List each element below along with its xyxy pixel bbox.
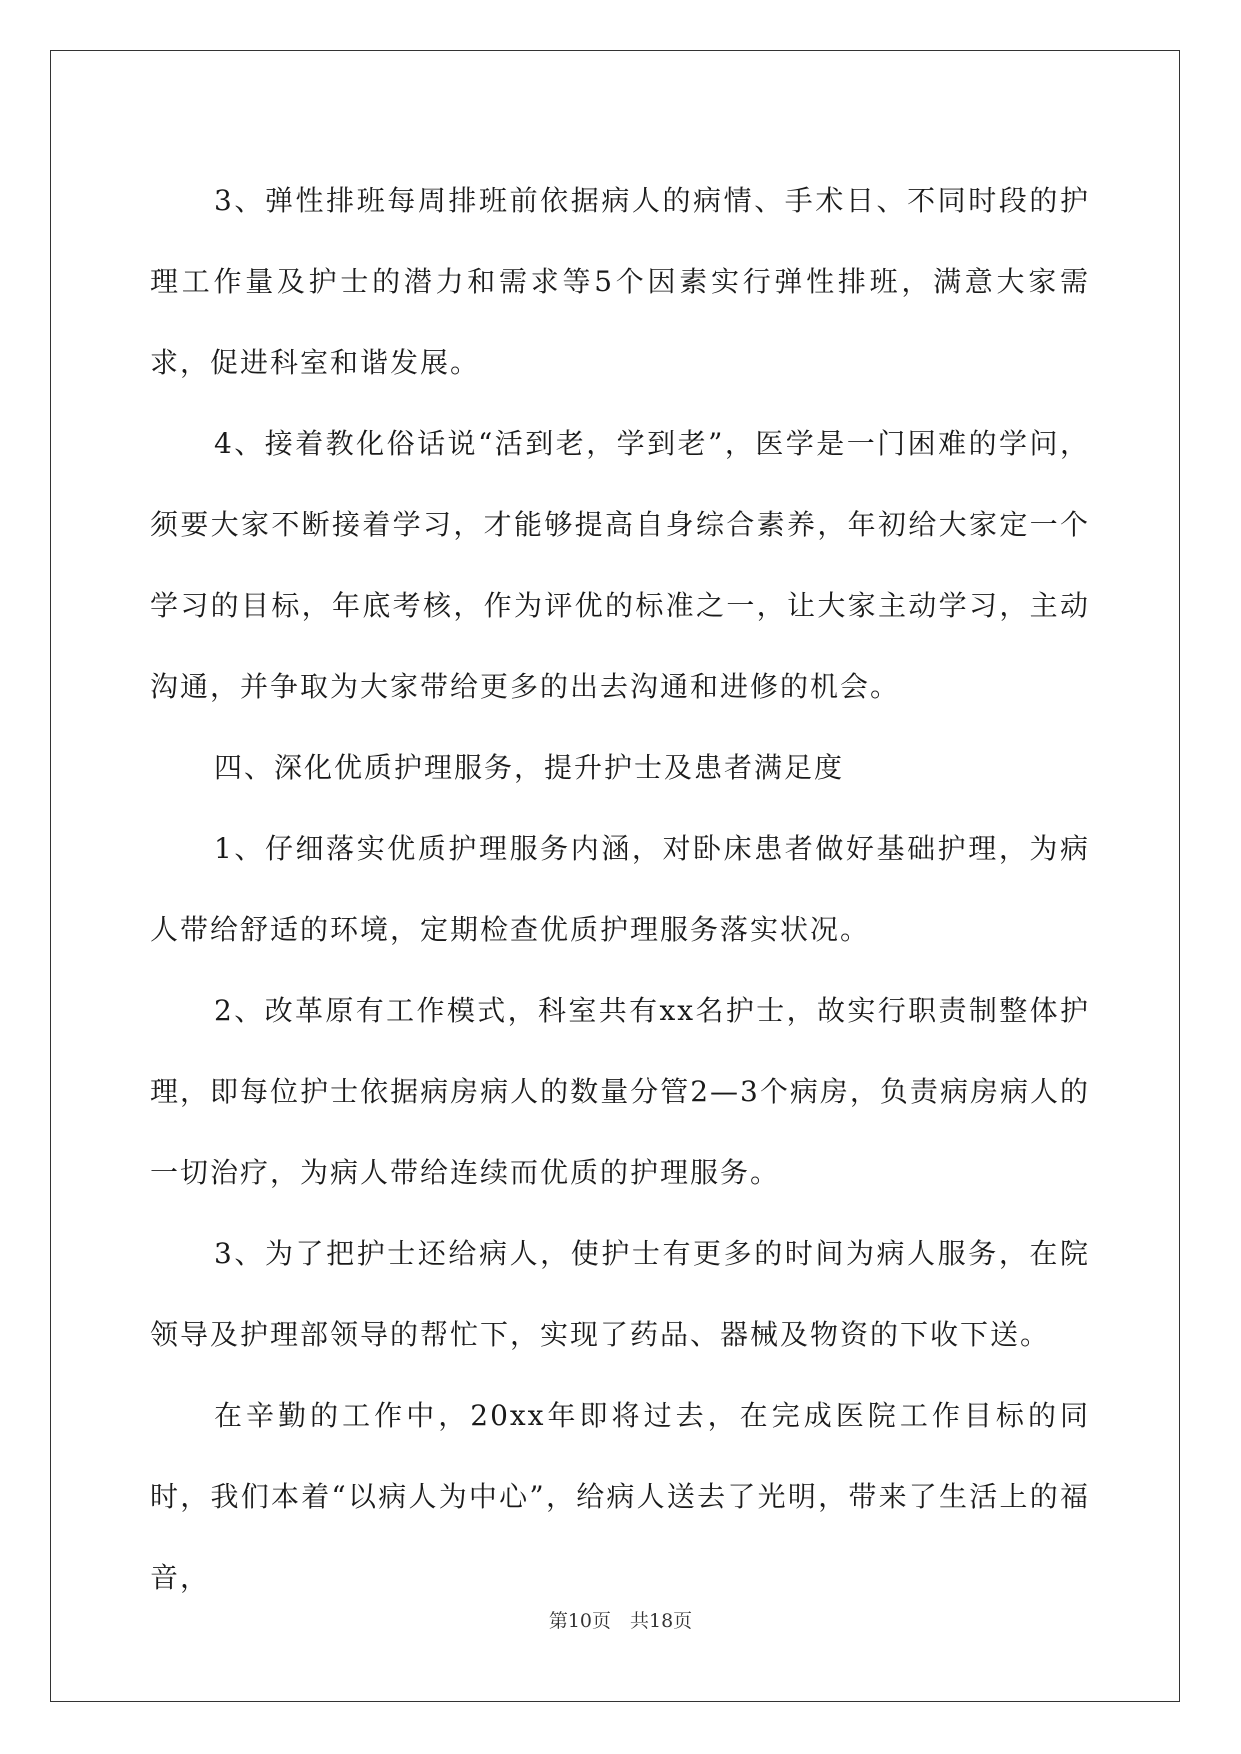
document-body: [150, 160, 1090, 1618]
paragraph-quality-care-2: 2、改革原有工作模式，科室共有xx名护士，故实行职责制整体护理，即每位护士依据病房病人的数量分管2—3个病房，负责病房病人的一切治疗，为病人带给连续而优质的护理服务。: [150, 994, 1090, 1189]
paragraph-quality-care-1: 1、仔细落实优质护理服务内涵，对卧床患者做好基础护理，为病人带给舒适的环境，定期检查优质护理服务落实状况。: [150, 832, 1090, 946]
page-number-footer: 第10页 共18页: [548, 1610, 693, 1632]
paragraph-closing: 在辛勤的工作中，20xx年即将过去，在完成医院工作目标的同时，我们本着“以病人为中心”，给病人送去了光明，带来了生活上的福音，: [150, 1399, 1090, 1594]
paragraph-continuing-education: 4、接着教化俗话说“活到老，学到老”，医学是一门困难的学问，须要大家不断接着学习，才能够提高自身综合素养，年初给大家定一个学习的目标，年底考核，作为评优的标准之一，让大家主动学习，主动沟通，并争取为大家带给更多的出去沟通和进修的机会。: [150, 427, 1090, 703]
section-heading-quality-care: 四、深化优质护理服务，提升护士及患者满足度: [214, 751, 845, 784]
paragraph-quality-care-3: 3、为了把护士还给病人，使护士有更多的时间为病人服务，在院领导及护理部领导的帮忙下，实现了药品、器械及物资的下收下送。: [150, 1237, 1090, 1351]
paragraph-flexible-scheduling: 3、弹性排班每周排班前依据病人的病情、手术日、不同时段的护理工作量及护士的潜力和需求等5个因素实行弹性排班，满意大家需求，促进科室和谐发展。: [150, 184, 1090, 379]
